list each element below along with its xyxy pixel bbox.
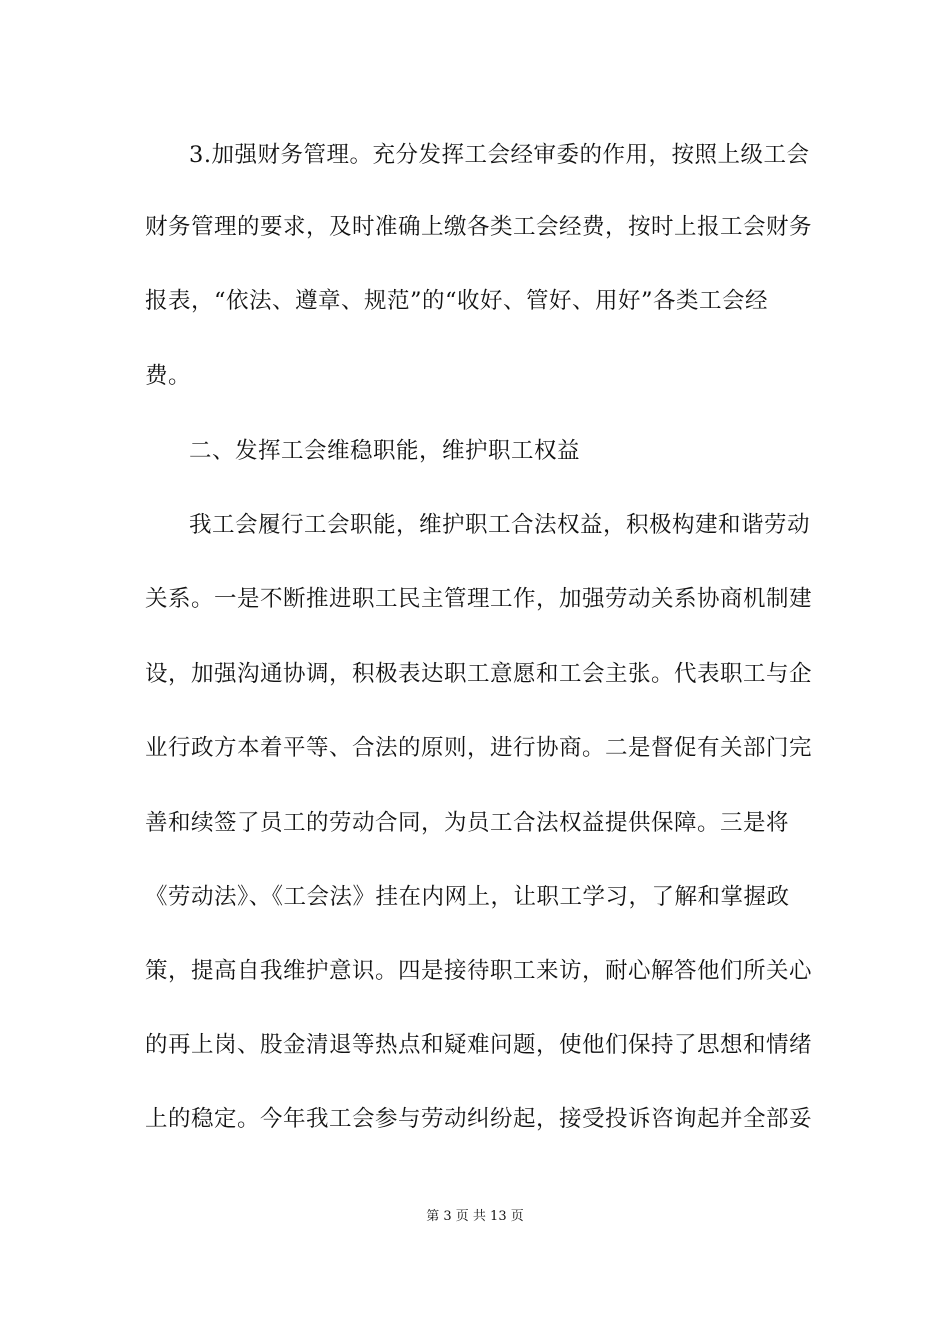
text-line: 我工会履行工会职能，维护职工合法权益，积极构建和谐劳动	[189, 512, 811, 538]
text-line: 策，提高自我维护意识。四是接待职工来访，耐心解答他们所关心	[145, 958, 813, 984]
text-line: 《劳动法》、《工会法》挂在内网上，让职工学习，了解和掌握政	[145, 884, 790, 910]
text-line: 设，加强沟通协调，积极表达职工意愿和工会主张。代表职工与企	[145, 661, 813, 687]
text-line: 善和续签了员工的劳动合同，为员工合法权益提供保障。三是将	[145, 810, 790, 836]
text-line: 上的稳定。今年我工会参与劳动纠纷起，接受投诉咨询起并全部妥	[145, 1106, 813, 1132]
text-line: 关系。一是不断推进职工民主管理工作，加强劳动关系协商机制建	[145, 586, 813, 612]
text-line: 报表，“依法、遵章、规范”的“收好、管好、用好”各类工会经	[145, 288, 769, 314]
section-heading: 二、发挥工会维稳职能，维护职工权益	[189, 438, 581, 464]
page-number-footer: 第 3 页 共 13 页	[426, 1209, 524, 1224]
text-line: 业行政方本着平等、合法的原则，进行协商。二是督促有关部门完	[145, 735, 813, 761]
text-line: 费。	[145, 363, 192, 389]
text-line: 的再上岗、股金清退等热点和疑难问题，使他们保持了思想和情绪	[145, 1032, 813, 1058]
text-line: 3.加强财务管理。充分发挥工会经审委的作用，按照上级工会	[189, 142, 810, 168]
text-line: 财务管理的要求，及时准确上缴各类工会经费，按时上报工会财务	[145, 214, 813, 240]
